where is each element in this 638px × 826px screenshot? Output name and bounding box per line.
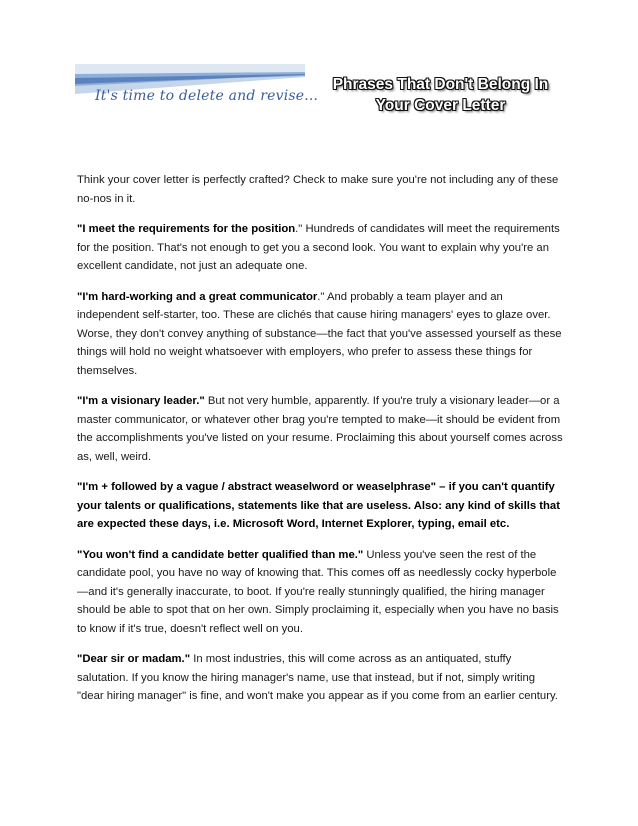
- phrase-heading: "I meet the requirements for the position: [77, 223, 296, 235]
- paragraph-requirements: [77, 220, 563, 276]
- paragraph-text: In most industries, this will come across as an antiquated, stuffy salutation. If you know the hiring manager's name, use that instead, but if not, simply writing "dear hiring manager" is fine, and won't make you appear as if you come from an earlier century.: [77, 653, 558, 702]
- phrase-heading: "I'm a visionary leader.": [77, 395, 205, 407]
- document-title: [318, 74, 563, 116]
- title-line-1: Phrases That Don't Belong In: [332, 76, 549, 93]
- phrase-heading: "You won't find a candidate better qualified than me.": [77, 548, 364, 561]
- paragraph-visionary: [77, 392, 563, 466]
- paragraph-text: ." And probably a team player and an independent self-starter, too. These are clichés that cause hiring managers' eyes to glaze over. Worse, they don't convey anything of substance—the fact that you've assessed yourself as these things will hold no weight whatsoever with employers, who prefer to assess these things for themselves.: [77, 290, 562, 377]
- paragraph-hard-working: [77, 288, 563, 381]
- document-body: [77, 171, 563, 718]
- paragraph-better-qualified: [77, 546, 563, 639]
- header-tagline: It's time to delete and revise...: [95, 88, 319, 104]
- intro-paragraph: Think your cover letter is perfectly crafted? Check to make sure you're not including any of these no-nos in it.: [77, 174, 559, 205]
- paragraph-text: ." Hundreds of candidates will meet the requirements for the position. That's not enough to get you a second look. You want to explain why you're an excellent candidate, not just an adequate one.: [77, 223, 560, 272]
- title-line-2: Your Cover Letter: [375, 97, 506, 114]
- phrase-heading: "I'm + followed by a vague / abstract weaselword or weaselphrase" – if you can't quantify your talents or qualifications, statements like that are useless. Also: any kind of skills that are expected these days, i.e. Microsoft Word, Internet Explorer, typing, email etc.: [77, 481, 560, 530]
- paragraph-text: But not very humble, apparently. If you're truly a visionary leader—or a master communicator, or whatever other brag you're tempted to make—it should be evident from the accomplishments you've listed on your resume. Proclaiming this about yourself comes across as, well, weird.: [77, 395, 563, 463]
- paragraph-dear-sir: [77, 650, 563, 706]
- phrase-heading: "Dear sir or madam.": [77, 653, 191, 665]
- paragraph-text: Unless you've seen the rest of the candidate pool, you have no way of knowing that. This comes off as needlessly cocky hyperbole—and it's generally inaccurate, to boot. If you're really stunningly qualified, the hiring manager should be able to spot that on her own. Simply proclaiming it, especially when you have no basis to know if it's true, doesn't reflect well on you.: [77, 548, 559, 635]
- paragraph-weaselword: [77, 478, 563, 534]
- document-header: [0, 0, 638, 140]
- phrase-heading: "I'm hard-working and a great communicator: [77, 290, 318, 303]
